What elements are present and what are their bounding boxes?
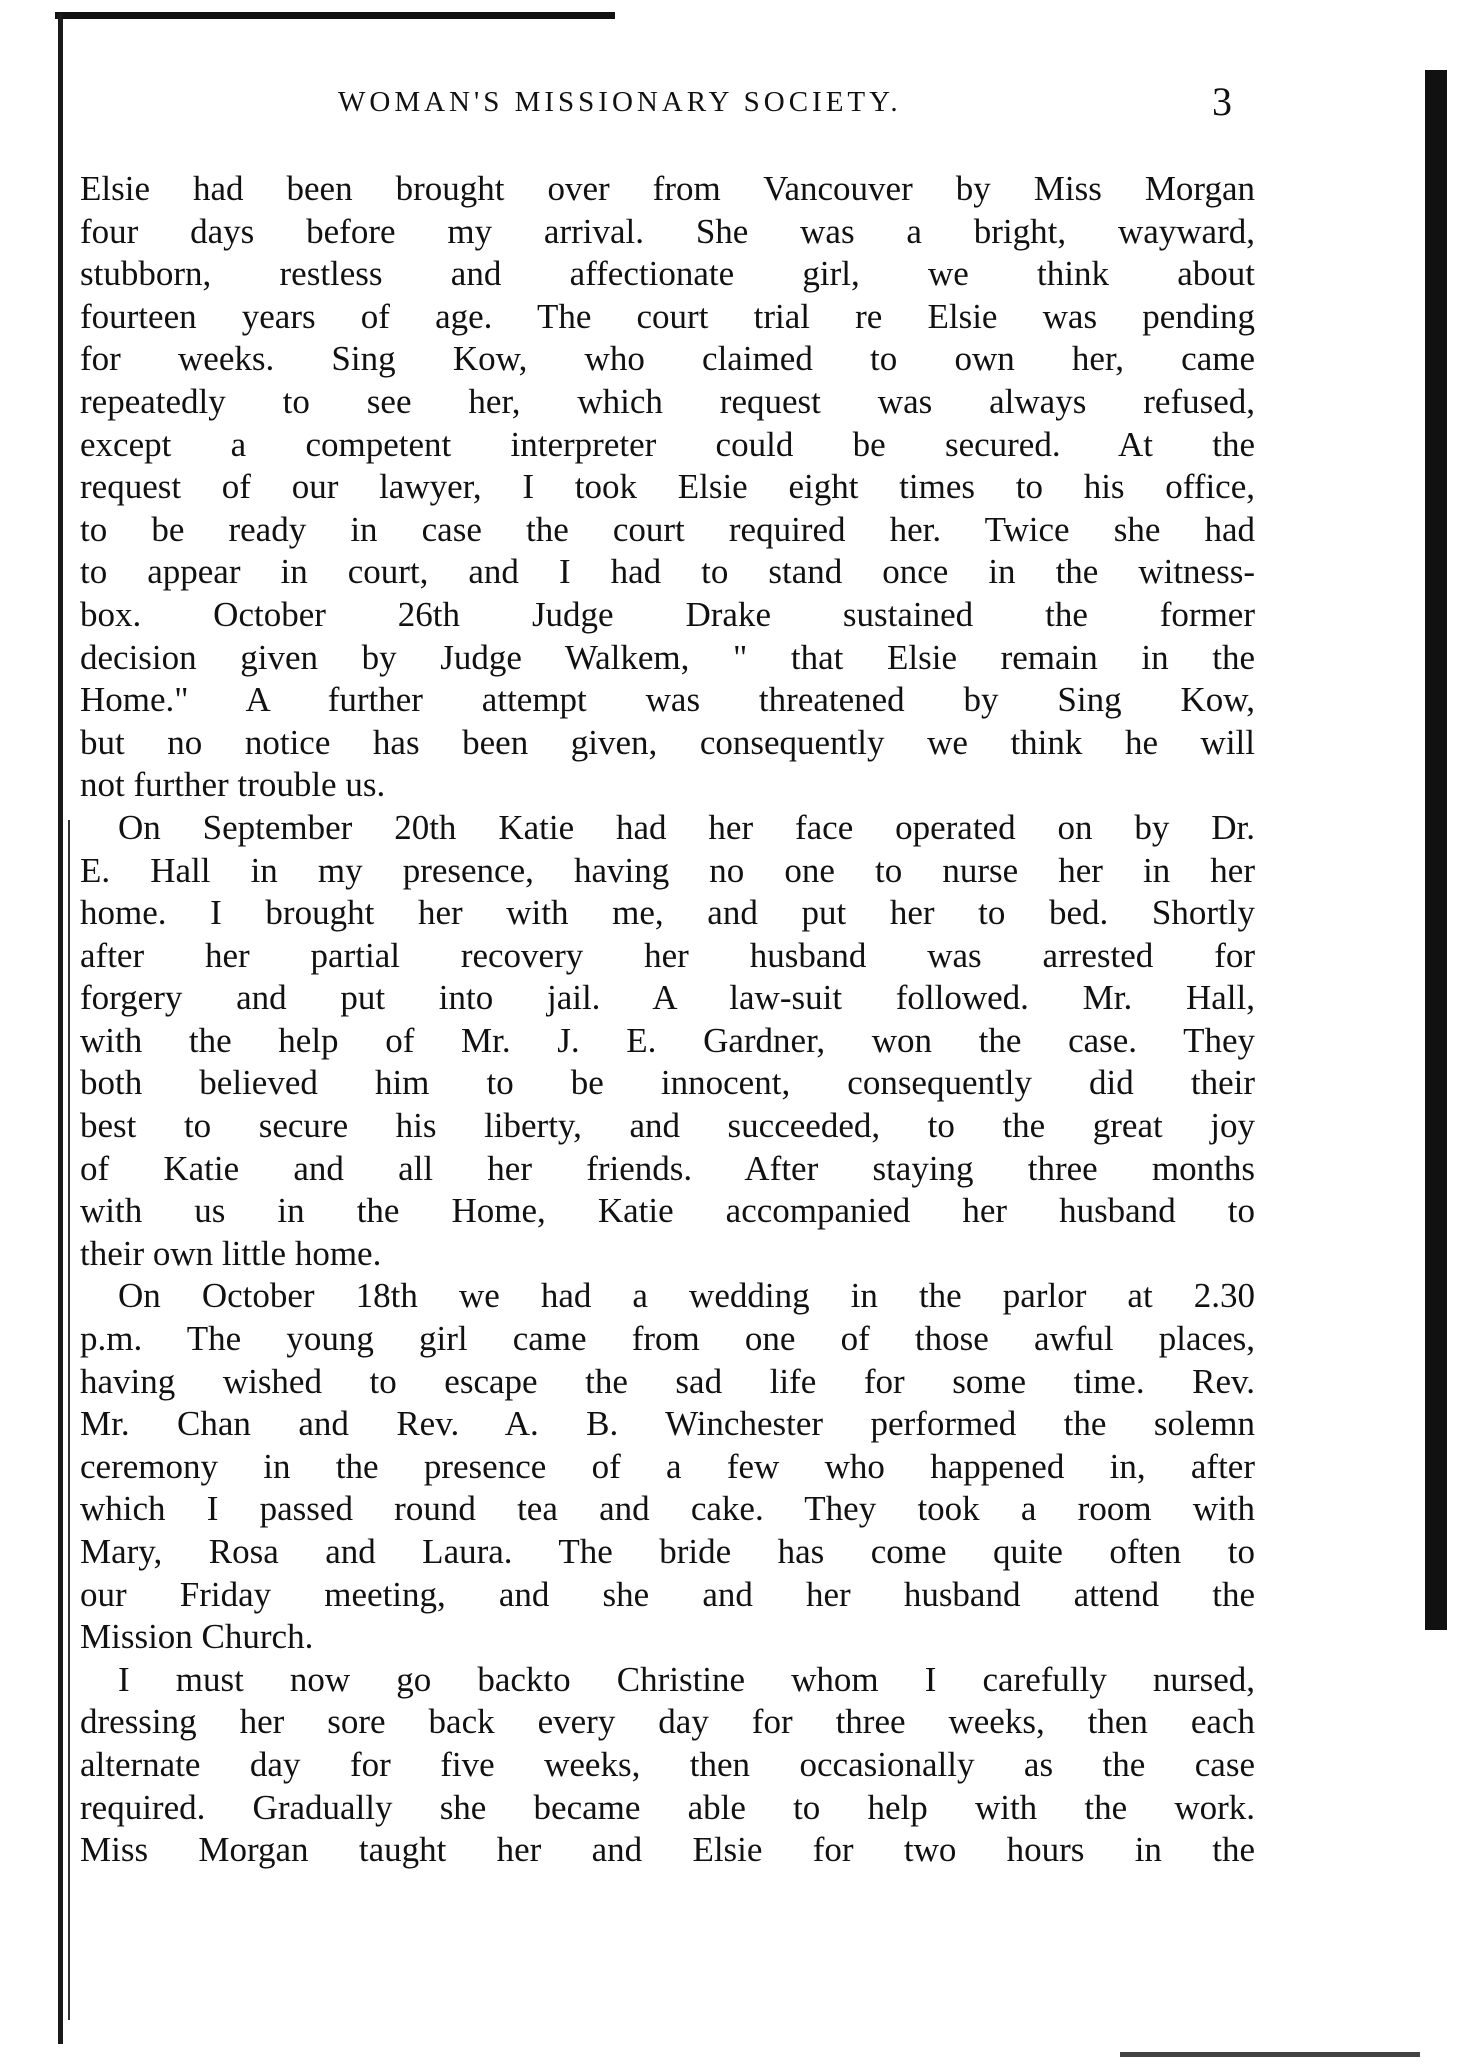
text-line: best to secure his liberty, and succeeded, to the great joy [80,1106,1255,1146]
text-line: our Friday meeting, and she and her husband attend the [80,1574,1255,1614]
left-binding-rule [58,14,63,2044]
text-line: decision given by Judge Walkem, " that Elsie remain in the [80,637,1255,677]
text-line: I must now go backto Christine whom I carefully nursed, [118,1659,1255,1699]
text-line: ceremony in the presence of a few who happened in, after [80,1446,1255,1486]
text-line: four days before my arrival. She was a bright, wayward, [80,211,1255,251]
text-line: forgery and put into jail. A law-suit followed. Mr. Hall, [80,978,1255,1018]
text-line: home. I brought her with me, and put her to bed. Shortly [80,893,1255,933]
text-line: having wished to escape the sad life for some time. Rev. [80,1361,1255,1401]
text-line: after her partial recovery her husband was arrested for [80,935,1255,975]
bottom-edge-smudge [1120,2052,1420,2057]
text-line: with us in the Home, Katie accompanied her husband to [80,1191,1255,1231]
text-line: On October 18th we had a wedding in the parlor at 2.30 [118,1276,1255,1316]
text-line: E. Hall in my presence, having no one to nurse her in her [80,850,1255,890]
top-border-rule [55,12,615,19]
text-line: fourteen years of age. The court trial re Elsie was pending [80,296,1255,336]
text-line: On September 20th Katie had her face operated on by Dr. [118,807,1255,847]
text-line: of Katie and all her friends. After staying three months [80,1148,1255,1188]
left-inner-rule [68,820,70,2020]
text-line: stubborn, restless and affectionate girl, we think about [80,254,1255,294]
text-line: except a competent interpreter could be secured. At the [80,424,1255,464]
text-line: request of our lawyer, I took Elsie eight times to his office, [80,467,1255,507]
text-line: with the help of Mr. J. E. Gardner, won the case. They [80,1020,1255,1060]
text-line: both believed him to be innocent, consequently did their [80,1063,1255,1103]
text-line: which I passed round tea and cake. They took a room with [80,1489,1255,1529]
right-edge-shadow [1425,70,1447,1630]
text-line: required. Gradually she became able to help with the work. [80,1787,1255,1827]
body-text [80,168,1255,1872]
page-number: 3 [1212,79,1232,124]
text-line: for weeks. Sing Kow, who claimed to own her, came [80,339,1255,379]
text-line: to appear in court, and I had to stand once in the witness- [80,552,1255,592]
text-line: p.m. The young girl came from one of those awful places, [80,1319,1255,1359]
page-header [100,78,1250,138]
text-line: Home." A further attempt was threatened by Sing Kow, [80,680,1255,720]
text-line: Mr. Chan and Rev. A. B. Winchester performed the solemn [80,1404,1255,1444]
text-line: box. October 26th Judge Drake sustained the former [80,594,1255,634]
running-title: WOMAN'S MISSIONARY SOCIETY. [338,86,902,118]
text-line: Elsie had been brought over from Vancouver by Miss Morgan [80,169,1255,208]
text-line: but no notice has been given, consequently we think he will [80,722,1255,762]
text-line: Mission Church. [80,1617,314,1657]
text-line: to be ready in case the court required her. Twice she had [80,509,1255,549]
text-line: repeatedly to see her, which request was always refused, [80,381,1255,421]
text-line: not further trouble us. [80,765,386,805]
text-line: alternate day for five weeks, then occasionally as the case [80,1744,1255,1784]
text-line: dressing her sore back every day for three weeks, then each [80,1702,1255,1742]
text-line: Mary, Rosa and Laura. The bride has come quite often to [80,1532,1255,1571]
text-line: Miss Morgan taught her and Elsie for two hours in the [80,1830,1255,1870]
text-line: their own little home. [80,1233,382,1273]
